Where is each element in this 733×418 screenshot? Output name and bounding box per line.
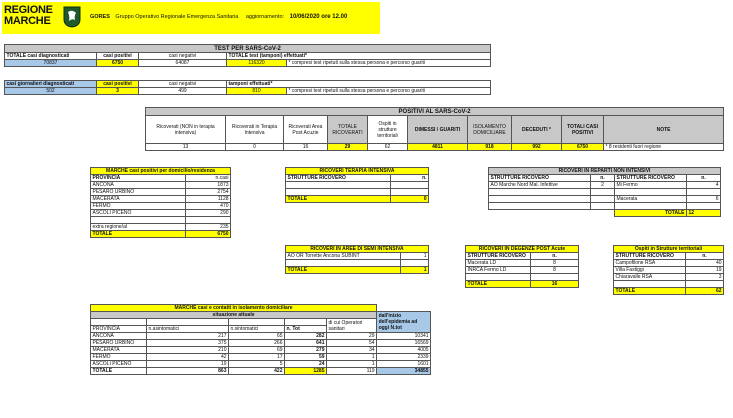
iso-col-oper: di cui Operatori sanitari bbox=[327, 319, 377, 333]
update-value: 10/06/2020 ore 12.00 bbox=[289, 14, 348, 20]
post-total-label: TOTALE bbox=[466, 281, 531, 288]
iso-total-a: 863 bbox=[147, 368, 229, 375]
test-h-pos: casi positivi bbox=[97, 53, 139, 60]
update-label: aggiornamento: bbox=[245, 14, 285, 20]
post-title: RICOVERI IN DEGENZE POST Acute bbox=[466, 246, 579, 253]
iso-total-s: 422 bbox=[229, 368, 285, 375]
iso-total-label: TOTALE bbox=[91, 368, 147, 375]
table-row: Chiaravalle RSA 3 bbox=[615, 274, 722, 280]
table-row: ANCONA 217 65 282 29 10341 bbox=[92, 333, 429, 339]
pos-v-4: 62 bbox=[368, 144, 408, 151]
nonti-title: RICOVERI IN REPARTI NON INTENSIVI bbox=[489, 168, 721, 175]
semi-total-value: 1 bbox=[401, 267, 429, 274]
org-name: GORES bbox=[90, 14, 110, 20]
daily-v-neg: 499 bbox=[139, 88, 227, 95]
ti-title: RICOVERI TERAPIA INTENSIVA bbox=[286, 168, 429, 175]
iso-total-t: 1285 bbox=[285, 368, 327, 375]
table-row: AO OR Torrette Ancona SUBINT 1 bbox=[287, 253, 427, 259]
iso-col-tot: n. Tot bbox=[285, 326, 327, 333]
province-title: MARCHE casi positivi per domicilio/residenza bbox=[91, 168, 231, 175]
province-col1: PROVINCIA bbox=[91, 175, 186, 182]
post-table bbox=[465, 245, 579, 288]
nonti-total-value: 12 bbox=[687, 210, 721, 217]
org-description: Gruppo Operativo Regionale Emergenza Sanitaria bbox=[115, 14, 239, 20]
terr-total-value: 62 bbox=[686, 288, 724, 295]
pos-h-4: Ospiti in strutture territoriali bbox=[368, 116, 408, 144]
iso-right-header: dall'inizio dell'epidemia ad oggi N.tot bbox=[377, 312, 431, 333]
test-h-neg: casi negativi bbox=[139, 53, 227, 60]
pos-h-1: Ricoverati in Terapia Intensiva bbox=[226, 116, 284, 144]
pos-h-8: TOTALI CASI POSITIVI bbox=[562, 116, 604, 144]
table-row: ASCOLI PICENO 290 bbox=[92, 210, 229, 216]
table-row: MACERATA 210 69 279 34 4005 bbox=[92, 347, 429, 353]
pos-v-7: 992 bbox=[512, 144, 562, 151]
pos-h-6: ISOLAMENTO DOMICILIARE bbox=[468, 116, 512, 144]
pos-v-1: 0 bbox=[226, 144, 284, 151]
daily-note: * compresi test ripetuti sulla stessa persona e percorso guariti bbox=[287, 88, 491, 95]
pos-v-9: * 8 residenti fuori regione bbox=[604, 144, 724, 151]
table-row: Macerata 6 bbox=[489, 196, 721, 203]
pos-h-3: TOTALE RICOVERATI bbox=[328, 116, 368, 144]
terr-table bbox=[613, 245, 724, 295]
semi-table bbox=[285, 245, 429, 274]
logo-text-bottom: MARCHE bbox=[4, 15, 51, 27]
iso-total-o: 119 bbox=[327, 368, 377, 375]
table-row: Macerata LD 8 bbox=[466, 260, 579, 267]
pos-v-3: 29 bbox=[328, 144, 368, 151]
province-total-value: 6750 bbox=[186, 231, 231, 238]
ti-col2: n. bbox=[391, 175, 429, 182]
daily-h-tamponi: tamponi effettuati* bbox=[227, 81, 491, 88]
table-row: ASCOLI PICENO 19 5 24 1 1601 bbox=[92, 361, 429, 367]
pos-h-0: Ricoverati (NON in terapia intensiva) bbox=[146, 116, 226, 144]
province-col2: n.casi bbox=[186, 175, 231, 182]
iso-col-asint: n.asintomatici bbox=[147, 326, 229, 333]
iso-table bbox=[90, 304, 431, 375]
daily-h-total: casi giornalieri diagnosticati bbox=[5, 81, 97, 88]
positivi-title: POSITIVI AL SARS-CoV-2 bbox=[146, 108, 724, 116]
table-row: FERMO 42 17 59 1 2339 bbox=[92, 354, 429, 360]
daily-h-pos: casi positivi bbox=[97, 81, 139, 88]
ti-total-label: TOTALE bbox=[286, 196, 391, 203]
pos-v-5: 4811 bbox=[408, 144, 468, 151]
pos-v-6: 918 bbox=[468, 144, 512, 151]
pos-h-2: Ricoverati Area Post Acuzie bbox=[284, 116, 328, 144]
post-col2: n. bbox=[531, 253, 579, 260]
nonti-col2: n. bbox=[591, 175, 615, 182]
test-h-total: TOTALE casi diagnosticati bbox=[5, 53, 97, 60]
logo-text-top: REGIONE bbox=[4, 4, 53, 16]
pos-v-2: 16 bbox=[284, 144, 328, 151]
nonti-col3: STRUTTURE RICOVERO bbox=[615, 175, 687, 182]
iso-col-sint: n.sintomatici bbox=[229, 326, 285, 333]
pos-v-8: 6750 bbox=[562, 144, 604, 151]
daily-v-pos: 3 bbox=[97, 88, 139, 95]
terr-title: Ospiti in Strutture territoriali bbox=[614, 246, 724, 253]
table-row: PESARO URBINO 375 266 641 54 16569 bbox=[92, 340, 429, 346]
table-row: Campofilone RSA 40 bbox=[615, 260, 722, 266]
daily-v-total: 502 bbox=[5, 88, 97, 95]
province-extra-label: extra regione/al bbox=[91, 224, 186, 231]
positivi-table bbox=[145, 107, 724, 151]
region-crest-icon bbox=[63, 6, 81, 28]
pos-h-7: DECEDUTI * bbox=[512, 116, 562, 144]
iso-subtitle: situazione attuale bbox=[91, 312, 377, 319]
region-logo bbox=[4, 5, 60, 31]
semi-title: RICOVERI IN AREE DI SEMI INTENSIVA bbox=[286, 246, 429, 253]
table-row: AO Marche Nord Mal. Infettive 2 Mi Fermo 4 bbox=[490, 182, 719, 188]
nonti-col1: STRUTTURE RICOVERO bbox=[489, 175, 591, 182]
post-total-value: 16 bbox=[531, 281, 579, 288]
test-v-pos: 6750 bbox=[97, 60, 139, 67]
test-table bbox=[4, 44, 491, 67]
daily-table bbox=[4, 80, 491, 95]
ti-col1: STRUTTURE RICOVERO bbox=[286, 175, 391, 182]
pos-h-5: DIMESSI / GUARITI bbox=[408, 116, 468, 144]
terr-col1: STRUTTURE RICOVERO bbox=[614, 253, 686, 260]
pos-v-0: 13 bbox=[146, 144, 226, 151]
pos-h-9: NOTE bbox=[604, 116, 724, 144]
table-row: Villa Fastiggi 19 bbox=[615, 267, 722, 273]
table-row: MACERATA 1128 bbox=[92, 196, 229, 202]
test-v-tamponi: 116320 bbox=[227, 60, 287, 67]
nonti-col4: n. bbox=[687, 175, 721, 182]
nonti-table bbox=[488, 167, 721, 217]
iso-col-prov: PROVINCIA bbox=[91, 326, 147, 333]
iso-title: MARCHE casi e contatti in isolamento domiciliare bbox=[91, 305, 377, 312]
test-note: * compresi test ripetuti sulla stessa persona e percorso guariti bbox=[287, 60, 491, 67]
post-col1: STRUTTURE RICOVERO bbox=[466, 253, 531, 260]
terr-col2: n. bbox=[686, 253, 724, 260]
test-h-tamponi: TOTALE test (tamponi) effettuati* bbox=[227, 53, 491, 60]
province-table bbox=[90, 167, 231, 238]
table-row: INRCA Fermo LD 8 bbox=[466, 267, 579, 274]
daily-h-neg: casi negativi bbox=[139, 81, 227, 88]
table-row: PESARO URBINO 2754 bbox=[92, 189, 229, 195]
province-total-label: TOTALE bbox=[91, 231, 186, 238]
test-v-neg: 64087 bbox=[139, 60, 227, 67]
semi-total-label: TOTALE bbox=[286, 267, 401, 274]
test-title: TEST PER SARS-CoV-2 bbox=[5, 45, 491, 53]
nonti-total-label: TOTALE bbox=[615, 210, 687, 217]
table-row: ANCONA 1873 bbox=[92, 182, 229, 188]
ti-table bbox=[285, 167, 429, 203]
table-row bbox=[489, 189, 721, 196]
terr-total-label: TOTALE bbox=[614, 288, 686, 295]
ti-total-value: 0 bbox=[391, 196, 429, 203]
province-extra-value: 235 bbox=[186, 224, 231, 231]
test-v-total: 70837 bbox=[5, 60, 97, 67]
daily-v-tamponi: 810 bbox=[227, 88, 287, 95]
table-row: FERMO 470 bbox=[92, 203, 229, 209]
iso-total-d: 34855 bbox=[377, 368, 431, 375]
